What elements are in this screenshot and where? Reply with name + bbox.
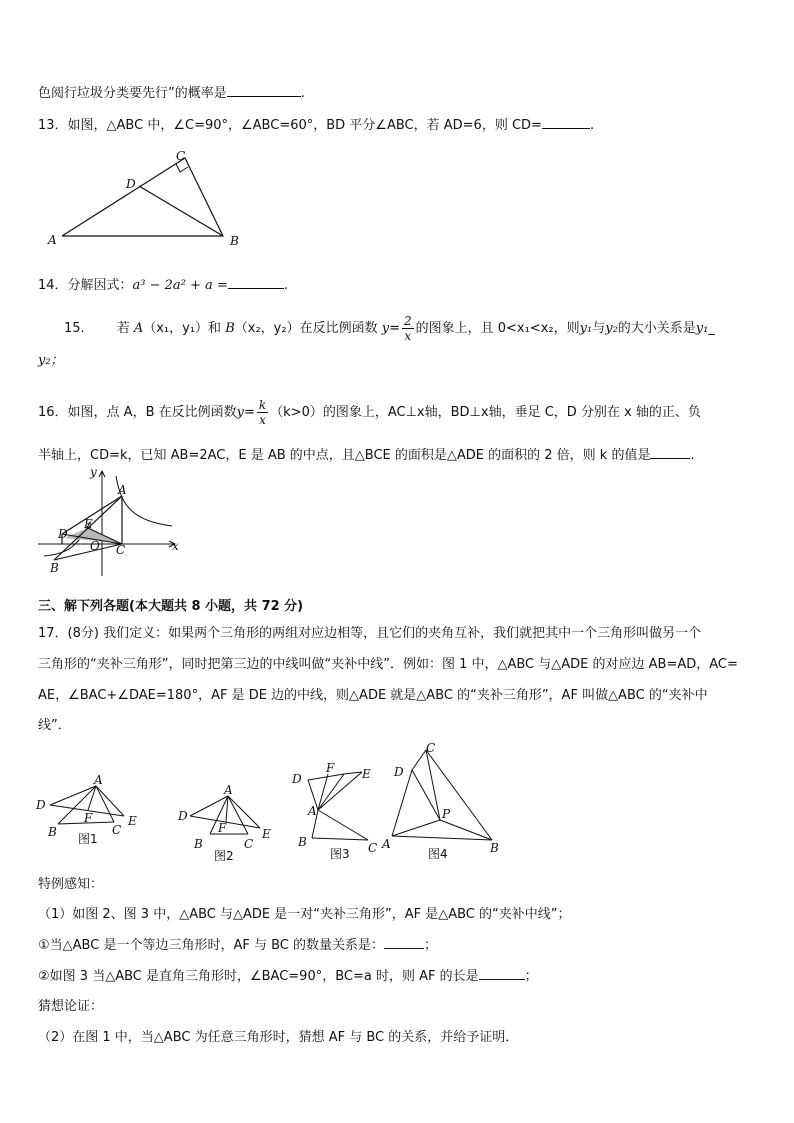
fig2-label-b: B (194, 837, 203, 851)
q12-answer-blank[interactable] (227, 84, 301, 97)
q16-label-o: O (90, 539, 100, 553)
q13-label-a: A (48, 233, 57, 247)
fig1-label-d: D (36, 798, 46, 812)
q16-label-a: A (118, 483, 127, 497)
fig3-caption: 图3 (330, 847, 350, 861)
q13-label-d: D (126, 177, 136, 191)
q16-label-e: E (84, 517, 93, 531)
fig2-label-a: A (224, 783, 233, 797)
q13-figure (40, 148, 270, 252)
q17-part1b: ②如图 3 当△ABC 是直角三角形时，∠BAC=90°，BC=a 时，则 AF 的长是 ； (38, 969, 538, 984)
q15-fraction: $\frac{2}{x}$ (404, 314, 412, 343)
fig1-label-e: E (128, 814, 137, 828)
q16-text: 16．如图，点 A，B 在反比例函数y= $\frac{k}{x}$ （k>0）的图象上，AC⊥x轴，BD⊥x轴，垂足 C，D 分别在 x 轴的正、负 (38, 398, 701, 427)
q16-label-x: x (172, 539, 179, 553)
q16-label-y: y (90, 465, 97, 479)
fig4-label-d: D (394, 765, 404, 779)
fig2-label-e: E (262, 827, 271, 841)
q15-answer-blank[interactable]: _ (708, 321, 715, 336)
q17-line3: AE，∠BAC+∠DAE=180°，AF 是 DE 边的中线，则△ADE 就是△ABC 的“夹补三角形”，AF 叫做△ABC 的“夹补中 (38, 688, 708, 703)
fig2-label-f: F (218, 821, 227, 835)
q17-figure-4 (378, 740, 508, 864)
fig1-label-c: C (112, 823, 122, 837)
q14-text: 14．分解因式：a³ − 2a² + a = . (38, 278, 288, 293)
q12-tail: 色阅行垃圾分类要先行”的概率是 . (38, 86, 305, 101)
guess-heading: 猜想论证： (38, 999, 104, 1014)
fig4-label-b: B (490, 841, 499, 855)
q16-fraction: $\frac{k}{x}$ (258, 398, 267, 427)
fig2-label-d: D (178, 809, 188, 823)
fig1-label-f: F (84, 811, 93, 825)
fig3-label-d: D (292, 772, 302, 786)
fig4-label-c: C (426, 741, 436, 755)
q15-text-cont: y₂； (38, 353, 64, 368)
q17-line2: 三角形的“夹补三角形”，同时把第三边的中线叫做“夹补中线”．例如：图 1 中，△ABC 与△ADE 的对应边 AB=AD，AC= (38, 657, 738, 672)
q13-label-b: B (230, 234, 239, 248)
fig2-caption: 图2 (214, 849, 234, 863)
q17-part1b-blank[interactable] (479, 967, 525, 980)
q17-part1: （1）如图 2、图 3 中，△ABC 与△ADE 是一对“夹补三角形”，AF 是△ABC 的“夹补中线”； (38, 907, 571, 922)
q17-part2: （2）在图 1 中，当△ABC 为任意三角形时，猜想 AF 与 BC 的关系，并给予证明． (38, 1030, 519, 1045)
q17-line4: 线”． (38, 718, 71, 733)
fig3-label-e: E (362, 767, 371, 781)
q13-answer-blank[interactable] (542, 116, 590, 129)
q16-label-c: C (116, 543, 126, 557)
q14-answer-blank[interactable] (228, 276, 284, 289)
q16-answer-blank[interactable] (650, 446, 690, 459)
fig1-caption: 图1 (78, 832, 98, 846)
fig3-label-a: A (308, 804, 317, 818)
fig3-label-f: F (326, 761, 335, 775)
q16-label-d: D (58, 527, 68, 541)
special-heading: 特例感知： (38, 877, 104, 892)
q17-figure-2 (174, 782, 284, 864)
fig3-label-c: C (368, 841, 378, 855)
q16-text-line2: 半轴上，CD=k，已知 AB=2AC，E 是 AB 的中点，且△BCE 的面积是△ADE 的面积的 2 倍，则 k 的值是 . (38, 448, 695, 463)
section-heading: 三、解下列各题(本大题共 8 小题，共 72 分) (38, 599, 304, 614)
q17-part1a: ①当△ABC 是一个等边三角形时，AF 与 BC 的数量关系是： ； (38, 938, 437, 953)
fig2-label-c: C (244, 837, 254, 851)
q16-label-b: B (50, 561, 59, 575)
q17-line1: 17．(8分) 我们定义：如果两个三角形的两组对应边相等，且它们的夹角互补，我们就把其中一个三角形叫做另一个 (38, 626, 702, 641)
q13-text: 13．如图，△ABC 中，∠C=90°，∠ABC=60°，BD 平分∠ABC，若 AD=6，则 CD= . (38, 118, 595, 133)
fig4-label-p: P (442, 807, 451, 821)
fig4-caption: 图4 (428, 847, 448, 861)
q17-part1a-blank[interactable] (384, 936, 424, 949)
q13-label-c: C (176, 149, 186, 163)
q16-figure (38, 466, 188, 578)
fig4-label-a: A (382, 837, 391, 851)
fig3-label-b: B (298, 835, 307, 849)
fig1-label-b: B (48, 825, 57, 839)
q17-figure-1 (36, 772, 146, 852)
fig1-label-a: A (94, 773, 103, 787)
q15-text: 15. 若 A（x₁，y₁）和 B（x₂，y₂）在反比例函数 y= $\frac{2}{x}$ 的图象上，且 0<x₁<x₂，则y₁与y₂的大小关系是y₁_ (64, 314, 715, 343)
